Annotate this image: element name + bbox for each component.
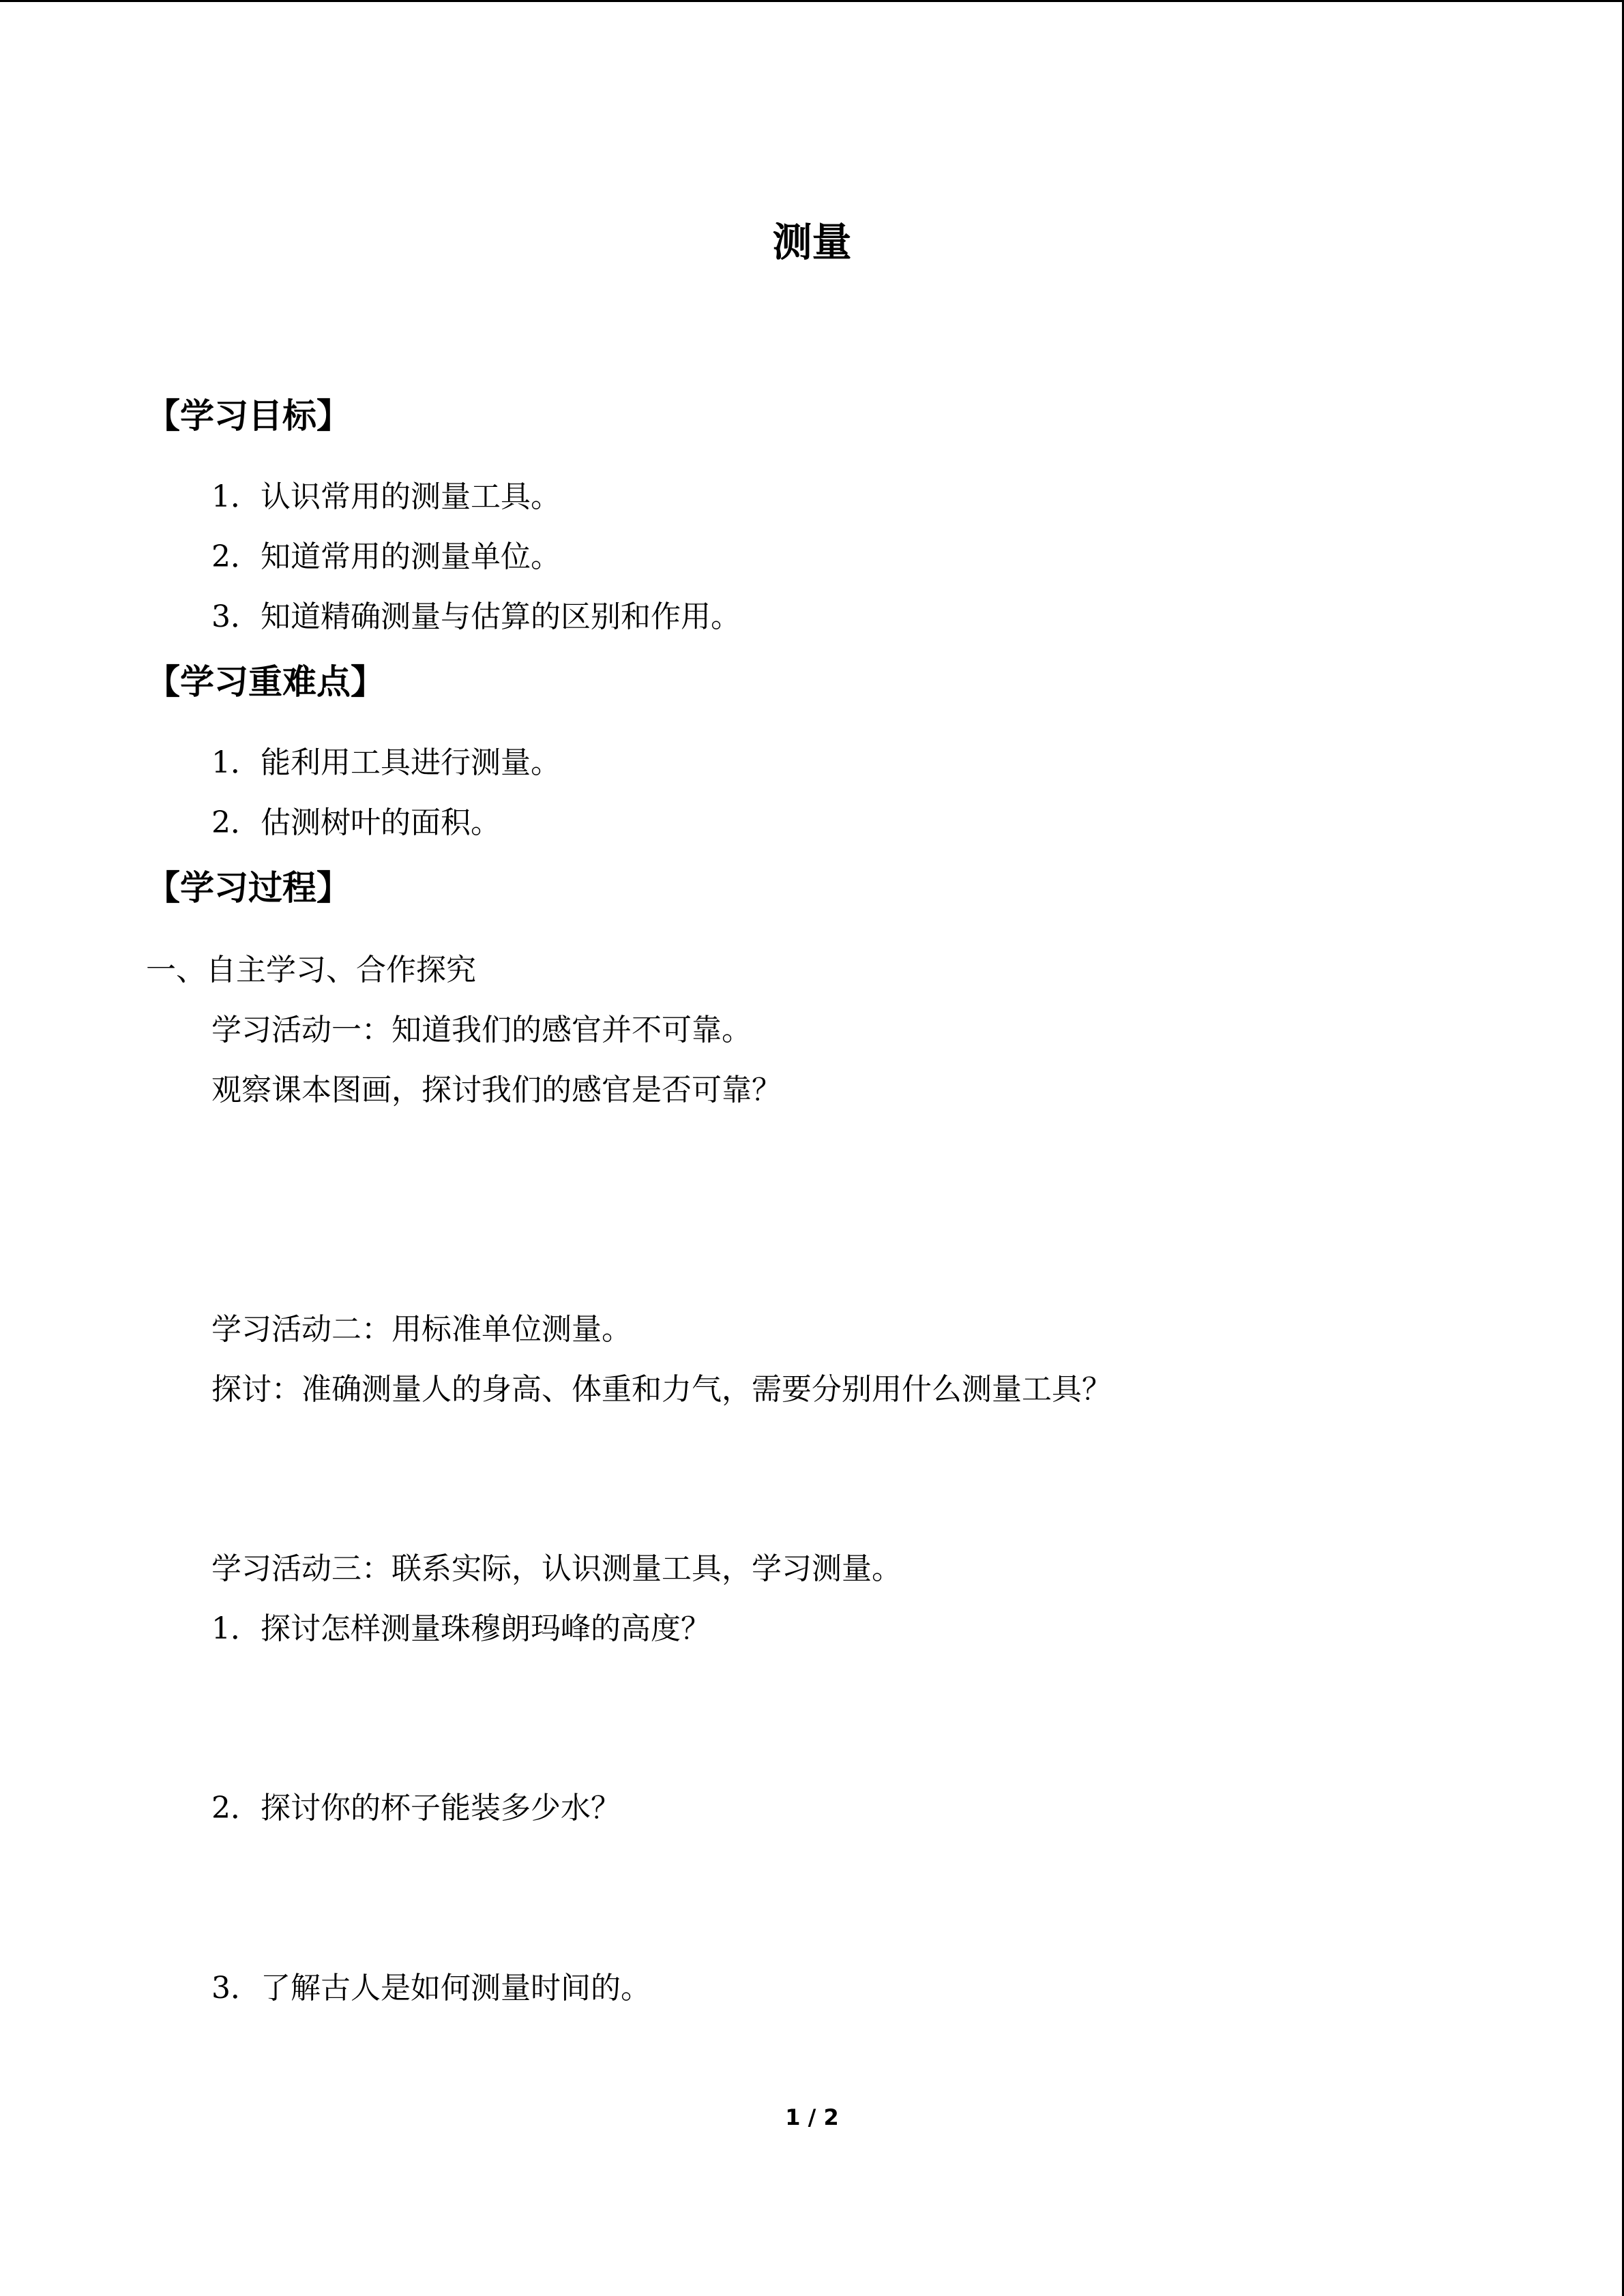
goal-item: 1．认识常用的测量工具。 bbox=[211, 479, 561, 514]
key-point-item: 2．估测树叶的面积。 bbox=[211, 805, 501, 840]
activity3-item: 3．了解古人是如何测量时间的。 bbox=[211, 1971, 651, 2006]
section-heading-goals: 【学习目标】 bbox=[146, 396, 351, 436]
activity3-title: 学习活动三：联系实际，认识测量工具，学习测量。 bbox=[211, 1551, 902, 1586]
activity1-title: 学习活动一：知道我们的感官并不可靠。 bbox=[211, 1013, 752, 1047]
section-heading-key-points: 【学习重难点】 bbox=[146, 662, 385, 702]
key-point-item: 1．能利用工具进行测量。 bbox=[211, 745, 561, 780]
goal-item: 2．知道常用的测量单位。 bbox=[211, 539, 561, 574]
activity3-item: 1．探讨怎样测量珠穆朗玛峰的高度？ bbox=[211, 1611, 711, 1646]
activity2-title: 学习活动二：用标准单位测量。 bbox=[211, 1312, 632, 1347]
activity1-question: 观察课本图画，探讨我们的感官是否可靠？ bbox=[211, 1073, 782, 1107]
goal-item: 3．知道精确测量与估算的区别和作用。 bbox=[211, 599, 741, 634]
page-number: 1 / 2 bbox=[785, 2104, 839, 2130]
activity2-question: 探讨：准确测量人的身高、体重和力气，需要分别用什么测量工具？ bbox=[211, 1372, 1112, 1407]
section-heading-process: 【学习过程】 bbox=[146, 868, 351, 908]
activity3-item: 2．探讨你的杯子能装多少水？ bbox=[211, 1791, 621, 1825]
process-part-one: 一、自主学习、合作探究 bbox=[146, 953, 476, 987]
document-title: 测量 bbox=[772, 219, 852, 265]
